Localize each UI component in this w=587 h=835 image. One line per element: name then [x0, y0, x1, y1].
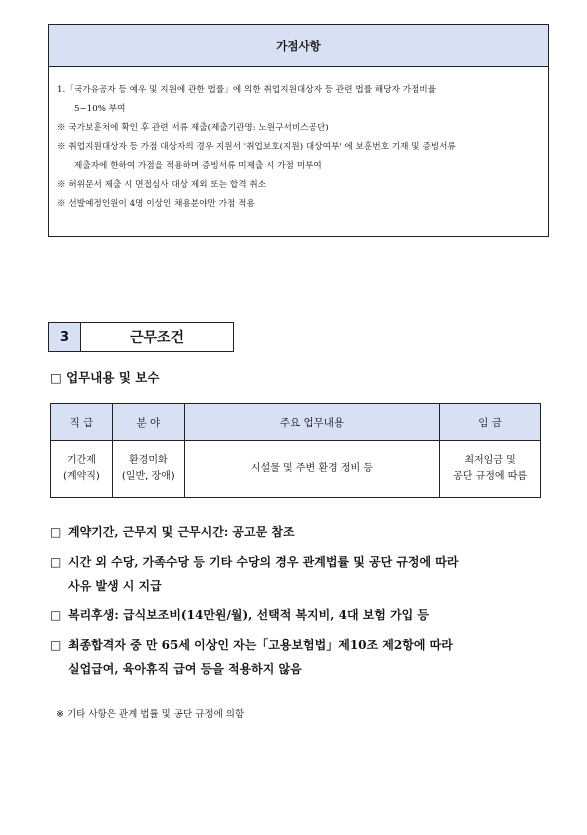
bonus-line-3-cont: 제출자에 한하여 가점을 적용하며 증빙서류 미제출 시 가점 미부여	[74, 161, 322, 171]
bonus-line-5: ※ 선발예정인원이 4명 이상인 채용분야만 가점 적용	[57, 199, 255, 209]
cell-grade	[51, 441, 113, 498]
list-item-cont: 사유 발생 시 지급	[68, 579, 162, 593]
bonus-line-4: ※ 허위문서 제출 시 면접심사 대상 제외 또는 합격 취소	[57, 180, 267, 190]
checkbox-square-icon: □	[50, 555, 62, 569]
cell-duties: 시설물 및 주변 환경 정비 등	[184, 441, 439, 498]
bonus-body	[49, 67, 548, 214]
conditions-list	[50, 517, 555, 683]
list-item-text: 시간 외 수당, 가족수당 등 기타 수당의 경우 관계법률 및 공단 규정에 따라	[68, 555, 459, 569]
cell-field	[112, 441, 184, 498]
table-header-row	[51, 404, 541, 441]
cell-wage	[440, 441, 541, 498]
list-item	[50, 517, 555, 547]
subheading: □ 업무내용 및 보수	[50, 370, 160, 385]
section-number: 3	[48, 322, 81, 352]
header-duties: 주요 업무내용	[184, 404, 439, 441]
cell-grade-line2: (계약직)	[63, 471, 100, 482]
header-wage: 임 금	[440, 404, 541, 441]
cell-grade-line1: 기간제	[66, 455, 96, 466]
list-item	[50, 547, 555, 600]
checkbox-square-icon: □	[50, 638, 62, 652]
list-item	[50, 630, 555, 683]
checkbox-square-icon: □	[50, 608, 62, 622]
footnote: ※ 기타 사항은 관계 법률 및 공단 규정에 의함	[56, 709, 245, 720]
table-row	[51, 441, 541, 498]
bonus-line-1-cont: 5~10% 부여	[74, 104, 126, 114]
cell-field-line2: (일반, 장애)	[121, 471, 175, 482]
list-item	[50, 600, 555, 630]
cell-field-line1: 환경미화	[129, 455, 168, 466]
bonus-title: 가점사항	[49, 25, 548, 67]
list-item-text: 계약기간, 근무지 및 근무시간: 공고문 참조	[68, 525, 295, 539]
bonus-line-1: 1.「국가유공자 등 예우 및 지원에 관한 법률」에 의한 취업지원대상자 등 관련 법률 해당자 가점비율	[57, 85, 437, 95]
list-item-text: 최종합격자 중 만 65세 이상인 자는「고용보험법」제10조 제2항에 따라	[68, 638, 453, 652]
header-grade: 직 급	[51, 404, 113, 441]
bonus-line-3: ※ 취업지원대상자 등 가점 대상자의 경우 지원서 '취업보호(지원) 대상여부' 에 보훈번호 기재 및 증빙서류	[57, 142, 456, 152]
list-item-text: 복리후생: 급식보조비(14만원/월), 선택적 복지비, 4대 보험 가입 등	[68, 608, 430, 622]
checkbox-square-icon: □	[50, 525, 62, 539]
list-item-cont: 실업급여, 육아휴직 급여 등을 적용하지 않음	[68, 662, 302, 676]
cell-wage-line2: 공단 규정에 따름	[453, 471, 528, 482]
header-field: 분 야	[112, 404, 184, 441]
duties-table	[50, 403, 541, 498]
cell-wage-line1: 최저임금 및	[464, 455, 516, 466]
section-title: 근무조건	[81, 322, 234, 352]
bonus-points-box	[48, 24, 549, 237]
bonus-line-2: ※ 국가보훈처에 확인 후 관련 서류 제출(제출기관명: 노원구서비스공단)	[57, 123, 329, 133]
